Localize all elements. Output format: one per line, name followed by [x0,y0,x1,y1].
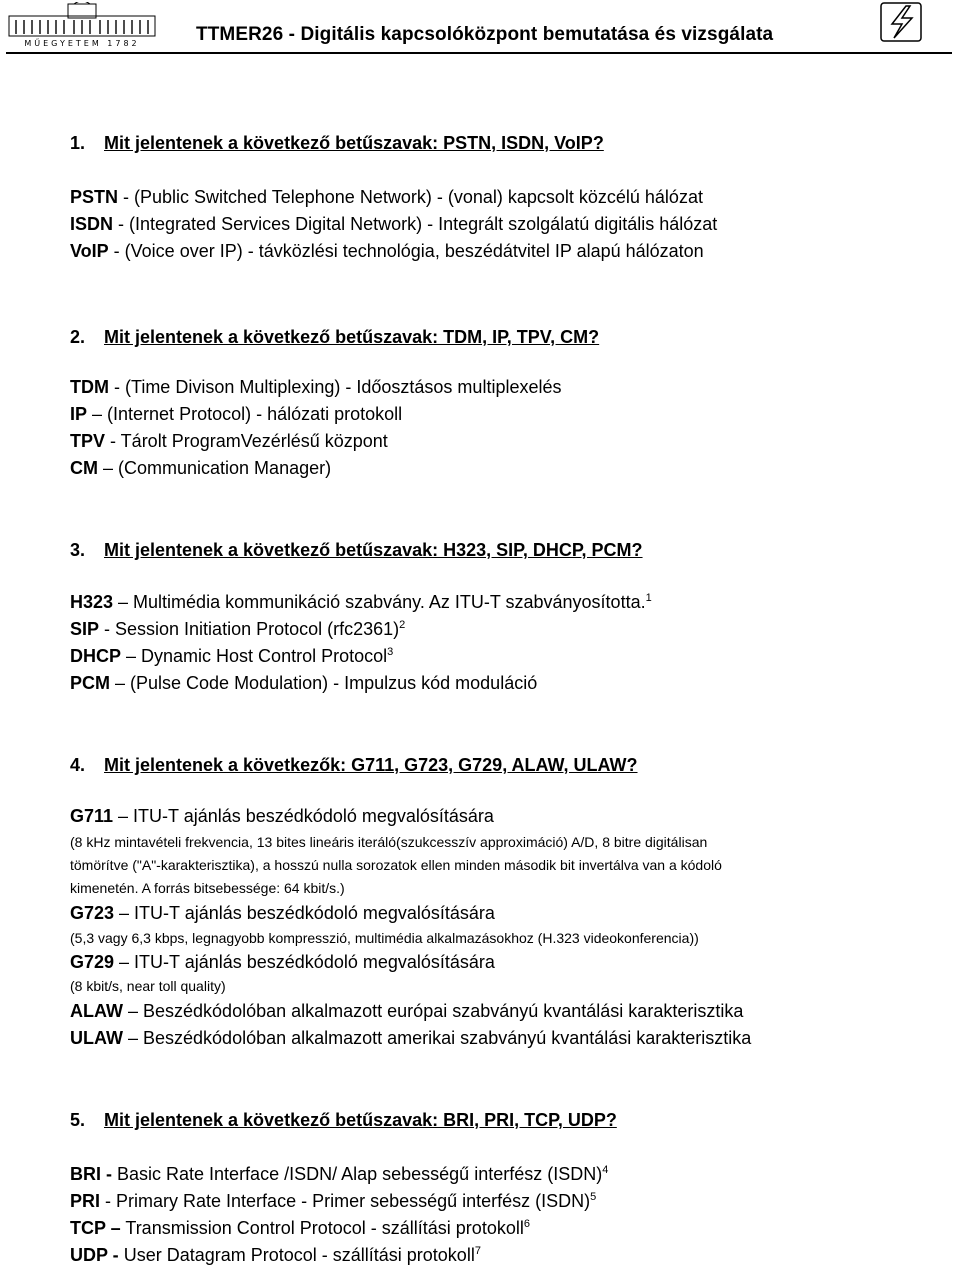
footnote-ref: 5 [590,1191,597,1203]
answer-line: PSTN - (Public Switched Telephone Network) - (vonal) kapcsolt közcélú hálózat [70,187,703,207]
answer-line: G729 – ITU-T ajánlás beszédkódoló megvalósítására [70,952,495,972]
answer-line: TDM - (Time Divison Multiplexing) - Időosztásos multiplexelés [70,377,562,397]
answer-line: DHCP – Dynamic Host Control Protocol$^3$ [70,646,394,666]
answer-line: CM – (Communication Manager) [70,458,332,478]
answer-line: IP – (Internet Protocol) - hálózati protokoll [70,404,403,424]
footnote-ref: 6 [523,1218,530,1230]
answer-line: BRI - Basic Rate Interface /ISDN/ Alap sebességű interfész (ISDN)$^4$ [70,1164,609,1184]
answer-line: G723 – ITU-T ajánlás beszédkódoló megvalósítására [70,903,495,923]
answer-line: ALAW – Beszédkódolóban alkalmazott európai szabványú kvantálási karakterisztika [70,1001,744,1021]
answer-line: ISDN - (Integrated Services Digital Network) - Integrált szolgálatú digitális hálózat [70,214,718,234]
answer-line: TCP – Transmission Control Protocol - szállítási protokoll$^6$ [70,1218,530,1238]
answer-line: PCM – (Pulse Code Modulation) - Impulzus kód moduláció [70,673,538,693]
answer-line: SIP - Session Initiation Protocol $(rfc2361)^2$ [70,619,406,639]
question-2: 2. Mit jelentenek a következő betűszavak: TDM, IP, TPV, CM? [70,327,600,347]
university-logo [8,2,156,48]
answer-line: H323 – Multimédia kommunikáció szabvány. Az ITU-T szabványosította.$^1$ [70,592,652,612]
answer-line: VoIP - (Voice over IP) - távközlési technológia, beszédátvitel IP alapú hálózaton [70,241,704,261]
logo-text: MŰEGYETEM 1782 [24,39,140,48]
answer-line: PRI - Primary Rate Interface - Primer sebességű interfész (ISDN)$^5$ [70,1191,597,1211]
question-1: 1. Mit jelentenek a következő betűszavak: PSTN, ISDN, VoIP? [70,133,604,153]
footnote-ref: 2 [399,619,406,631]
answer-line: TPV - Tárolt ProgramVezérlésű központ [70,431,388,451]
answer-note: kimenetén. A forrás bitsebessége: 64 kbit/s.) [70,880,345,896]
answer-line: UDP - User Datagram Protocol - szállítási protokoll$^7$ [70,1245,481,1265]
answer-note: (5,3 vagy 6,3 kbps, legnagyobb kompresszió, multimédia alkalmazásokhoz (H.323 videokonferencia)) [70,930,699,946]
lightning-icon [880,2,922,42]
answer-note: tömörítve ("A"-karakterisztika), a hosszú nulla sorozatok ellen minden második bit invertálva van a kódoló [70,857,722,873]
header-rule [6,52,952,54]
answer-line: ULAW – Beszédkódolóban alkalmazott amerikai szabványú kvantálási karakterisztika [70,1028,752,1048]
question-3: 3. Mit jelentenek a következő betűszavak: H323, SIP, DHCP, PCM? [70,540,643,560]
page-header [0,0,960,60]
footnote-ref: 7 [474,1245,481,1257]
footnote-ref: 3 [387,646,394,658]
footnote-ref: 4 [602,1164,609,1176]
footnote-ref: 1 [645,592,652,604]
question-5: 5. Mit jelentenek a következő betűszavak: BRI, PRI, TCP, UDP? [70,1110,617,1130]
question-4: 4. Mit jelentenek a következők: G711, G723, G729, ALAW, ULAW? [70,755,638,775]
answer-line: G711 – ITU-T ajánlás beszédkódoló megvalósítására [70,806,494,826]
document-title: TTMER26 - Digitális kapcsolóközpont bemutatása és vizsgálata [196,24,774,45]
answer-note: (8 kbit/s, near toll quality) [70,978,226,994]
answer-note: (8 kHz mintavételi frekvencia, 13 bites lineáris iteráló(szukcesszív approximáció) A/D, 8 bitre digitálisan [70,834,708,850]
